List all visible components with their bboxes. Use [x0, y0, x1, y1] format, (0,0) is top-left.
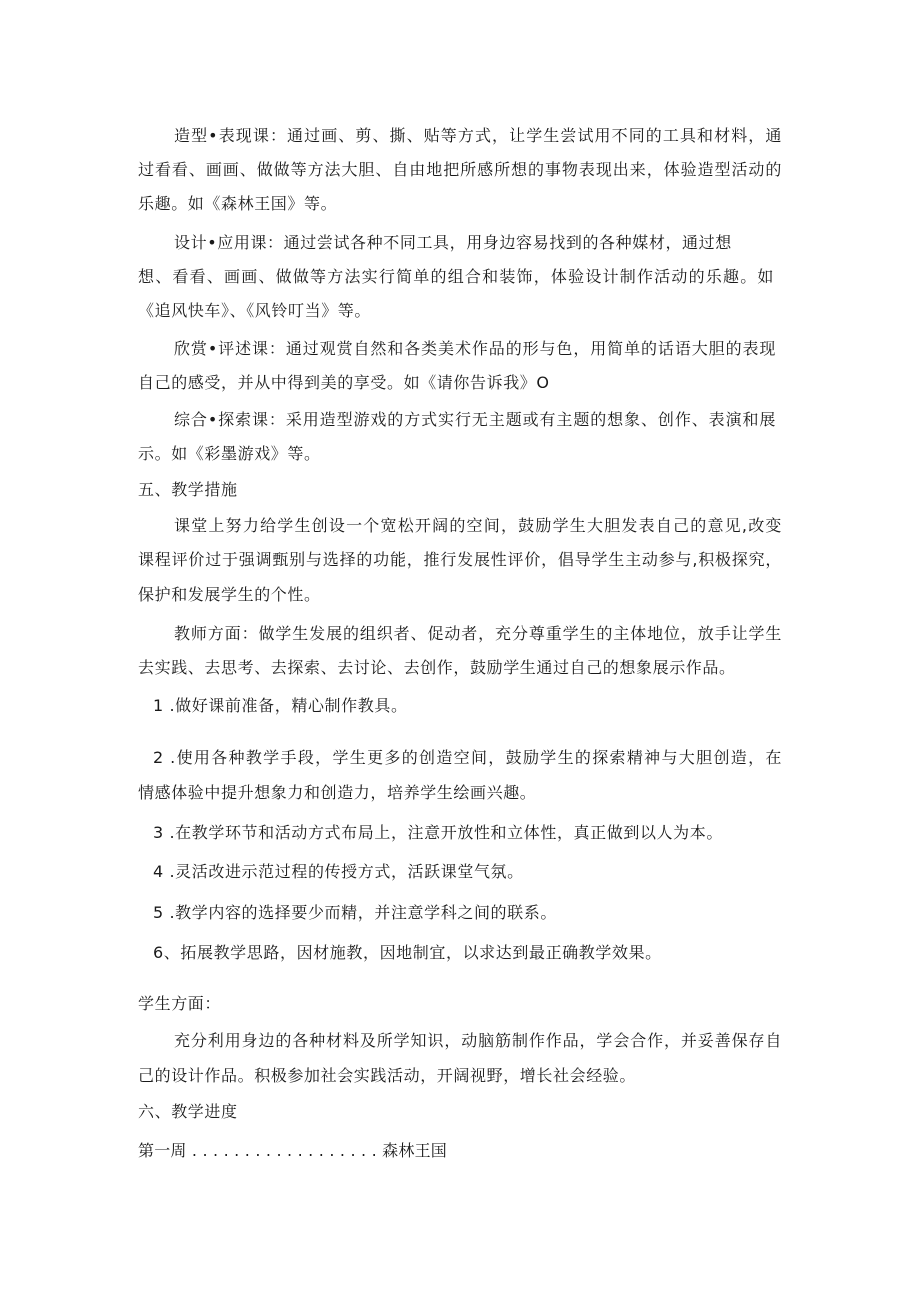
- text-line: 过看看、画画、做做等方法大胆、自由地把所感所想的事物表现出来，体验造型活动的: [138, 160, 782, 179]
- list-item: 1 .做好课前准备，精心制作教具。: [153, 696, 408, 715]
- list-item: 5 .教学内容的选择要少而精，并注意学科之间的联系。: [153, 903, 557, 922]
- text-line: 设计•应用课：通过尝试各种不同工具，用身边容易找到的各种媒材，通过想: [174, 233, 732, 252]
- section-heading: 五、教学措施: [138, 480, 238, 499]
- text-line: 乐趣。如《森林王国》等。: [138, 194, 338, 213]
- list-item: 3 .在教学环节和活动方式布局上，注意开放性和立体性，真正做到以人为本。: [153, 823, 723, 842]
- text-line: 《追风快车》、《风铃叮当》等。: [138, 301, 372, 320]
- section-heading: 学生方面：: [138, 994, 222, 1013]
- text-line: 综合•探索课：采用造型游戏的方式实行无主题或有主题的想象、创作、表演和展: [174, 410, 776, 429]
- text-line: 教师方面：做学生发展的组织者、促动者，充分尊重学生的主体地位，放手让学生: [174, 624, 782, 643]
- text-line: 己的设计作品。积极参加社会实践活动，开阔视野，增长社会经验。: [138, 1066, 637, 1085]
- text-line: 课堂上努力给学生创设一个宽松开阔的空间，鼓励学生大胆发表自己的意见,改变: [174, 516, 782, 535]
- text-line: 充分利用身边的各种材料及所学知识，动脑筋制作作品，学会合作，并妥善保存自: [174, 1031, 782, 1050]
- text-line: 保护和发展学生的个性。: [138, 585, 321, 604]
- text-line: 自己的感受，并从中得到美的享受。如《请你告诉我》O: [138, 373, 550, 392]
- text-line: 情感体验中提升想象力和创造力，培养学生绘画兴趣。: [138, 783, 537, 802]
- schedule-entry: 第一周 . . . . . . . . . . . . . . . . . . 森林王国: [138, 1141, 447, 1160]
- text-line: 造型•表现课：通过画、剪、撕、贴等方式，让学生尝试用不同的工具和材料，通: [174, 126, 782, 145]
- list-item: 6、拓展教学思路，因材施教，因地制宜，以求达到最正确教学效果。: [153, 943, 662, 962]
- list-item: 2 .使用各种教学手段，学生更多的创造空间，鼓励学生的探索精神与大胆创造，在: [153, 748, 782, 767]
- section-heading: 六、教学进度: [138, 1102, 238, 1121]
- text-line: 欣赏•评述课：通过观赏自然和各类美术作品的形与色，用简单的话语大胆的表现: [174, 339, 776, 358]
- text-line: 想、看看、画画、做做等方法实行简单的组合和装饰，体验设计制作活动的乐趣。如: [138, 267, 774, 286]
- list-item: 4 .灵活改进示范过程的传授方式，活跃课堂气氛。: [153, 862, 524, 881]
- text-line: 课程评价过于强调甄别与选择的功能，推行发展性评价，倡导学生主动参与,积极探究，: [138, 550, 782, 569]
- text-line: 去实践、去思考、去探索、去讨论、去创作，鼓励学生通过自己的想象展示作品。: [138, 658, 736, 677]
- text-line: 示。如《彩墨游戏》等。: [138, 444, 321, 463]
